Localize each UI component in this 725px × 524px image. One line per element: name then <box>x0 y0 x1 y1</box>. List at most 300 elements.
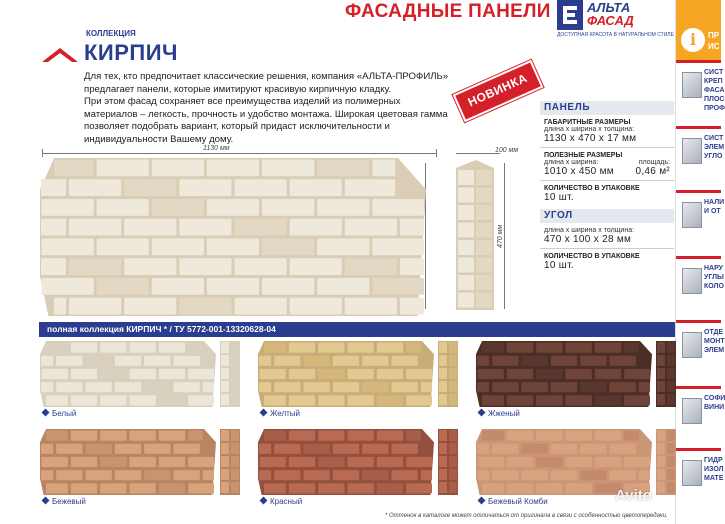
intro-paragraph-1: Для тех, кто предпочитает классические решения, компания «АЛЬТА-ПРОФИЛЬ» предлагает панели, которые имитируют красивую кирпичную кладку. <box>84 71 449 95</box>
brick <box>71 431 97 441</box>
brick <box>174 444 200 454</box>
brick <box>536 369 562 379</box>
sidebar-item-1[interactable] <box>676 62 725 122</box>
swatch-corner-image <box>220 429 240 495</box>
swatch-corner-brick <box>657 355 665 366</box>
brick <box>71 395 97 405</box>
brick <box>42 278 94 295</box>
brick <box>41 382 53 392</box>
brick <box>566 395 592 405</box>
brick <box>492 470 518 480</box>
brick <box>115 470 141 480</box>
brick <box>159 483 185 493</box>
brick <box>100 369 126 379</box>
swatch-corner-brick <box>449 456 457 467</box>
swatch-corner-brick <box>221 469 229 480</box>
brick <box>86 382 112 392</box>
brick <box>566 431 592 441</box>
swatch-corner-brick <box>439 368 447 379</box>
collection-bar-underline <box>39 336 675 337</box>
swatch-corner-brick <box>449 368 457 379</box>
brick <box>97 278 149 295</box>
swatch-corner-brick <box>231 469 239 480</box>
sidebar-item-thumbnail <box>682 138 702 164</box>
brick <box>400 258 424 275</box>
brick <box>159 431 185 441</box>
swatch-corner-brick <box>657 394 665 405</box>
brick <box>259 356 271 366</box>
brick <box>174 470 200 480</box>
brick <box>262 199 314 216</box>
brick <box>377 395 403 405</box>
brick <box>610 356 636 366</box>
brick <box>624 395 650 405</box>
brick <box>551 470 577 480</box>
brick <box>392 382 418 392</box>
sidebar-item-thumbnail <box>682 398 702 424</box>
dim-tick <box>436 149 437 157</box>
swatch-corner-brick <box>439 456 447 467</box>
swatch-corner-image <box>656 341 676 407</box>
brick <box>130 343 156 353</box>
corner-brick <box>476 188 492 203</box>
brick <box>595 343 621 353</box>
brick <box>41 179 66 196</box>
brick <box>536 483 562 493</box>
brick <box>304 470 330 480</box>
brick <box>507 343 533 353</box>
avito-watermark: Avito <box>615 487 652 504</box>
sidebar-item-7[interactable] <box>676 450 724 510</box>
brick <box>130 457 156 467</box>
swatch-corner-brick <box>657 482 665 493</box>
sidebar-item-thumbnail <box>682 72 702 98</box>
swatch-corner-brick <box>667 443 675 454</box>
new-badge-text: НОВИНКА <box>465 70 530 110</box>
brick <box>372 278 424 295</box>
brick <box>482 483 504 493</box>
spec-gab-label: ГАБАРИТНЫЕ РАЗМЕРЫ <box>544 119 631 126</box>
sidebar-divider <box>676 448 721 451</box>
spec-corner-heading: УГОЛ <box>540 209 674 223</box>
swatch-corner-brick <box>657 342 665 353</box>
brick <box>566 483 592 493</box>
swatch-corner-brick <box>231 368 239 379</box>
swatch-name: Желтый <box>270 409 301 418</box>
brick <box>624 431 639 441</box>
corner-brick <box>476 258 492 273</box>
brick <box>522 470 548 480</box>
brick <box>259 444 271 454</box>
brick <box>42 457 68 467</box>
brick <box>262 239 314 256</box>
panel-width-label: 1130 мм <box>203 145 230 152</box>
brick <box>274 382 300 392</box>
swatch-corner-brick <box>449 381 457 392</box>
swatch-corner-brick <box>449 469 457 480</box>
swatch-label <box>260 497 302 506</box>
sidebar-divider <box>676 320 721 323</box>
diamond-bullet-icon <box>260 409 268 417</box>
brick <box>235 219 287 236</box>
brick <box>69 179 121 196</box>
brick <box>304 444 330 454</box>
brick <box>482 343 504 353</box>
brick <box>188 483 214 493</box>
brick <box>69 219 121 236</box>
brick <box>482 395 504 405</box>
brick <box>406 369 432 379</box>
brick <box>566 369 592 379</box>
swatch-corner-brick <box>667 355 675 366</box>
brick <box>478 369 504 379</box>
brick <box>507 457 533 467</box>
brick <box>264 483 286 493</box>
brick <box>54 160 94 177</box>
swatch-label <box>42 497 86 506</box>
corner-brick <box>458 188 474 203</box>
swatch-corner-image <box>220 341 240 407</box>
corner-brick <box>476 205 492 220</box>
brick <box>492 444 518 454</box>
corner-brick <box>458 258 474 273</box>
brick <box>188 457 214 467</box>
brick <box>595 431 621 441</box>
brick <box>345 219 397 236</box>
brick <box>159 395 185 405</box>
brick <box>124 219 176 236</box>
brick <box>179 298 231 315</box>
brick <box>260 457 286 467</box>
corner-brick <box>458 293 474 308</box>
sidebar-divider <box>676 60 721 63</box>
brick <box>392 470 418 480</box>
corner-brick <box>476 240 492 255</box>
logo-tagline: ДОСТУПНАЯ КРАСОТА В НАТУРАЛЬНОМ СТИЛЕ <box>557 32 674 38</box>
brick <box>290 179 342 196</box>
swatch-name: Красный <box>270 497 303 506</box>
brick <box>377 457 403 467</box>
logo-line-2: ФАСАД <box>587 13 634 28</box>
swatch-corner-brick <box>449 443 457 454</box>
sidebar-item-2[interactable] <box>676 128 725 188</box>
swatch-corner-brick <box>667 381 675 392</box>
swatch-corner-brick <box>449 394 457 405</box>
spec-qty-label: КОЛИЧЕСТВО В УПАКОВКЕ <box>544 185 640 192</box>
spec-useful-hint: длина х ширина: <box>544 159 599 166</box>
brick <box>100 483 126 493</box>
brick <box>580 444 606 454</box>
brick <box>317 278 369 295</box>
page-header-title: ФАСАДНЫЕ ПАНЕЛИ <box>345 1 551 22</box>
brick <box>536 457 562 467</box>
brick <box>482 431 504 441</box>
brick <box>71 483 97 493</box>
brick <box>56 470 82 480</box>
corner-brick <box>476 223 492 238</box>
brick <box>536 395 562 405</box>
sidebar-item-thumbnail <box>682 268 702 294</box>
sidebar-divider <box>676 190 721 193</box>
swatch-corner-brick <box>231 342 239 353</box>
swatch-corner-brick <box>667 342 675 353</box>
new-badge <box>453 60 544 122</box>
brick <box>54 298 66 315</box>
spec-useful-label: ПОЛЕЗНЫЕ РАЗМЕРЫ <box>544 152 623 159</box>
brick <box>152 239 204 256</box>
brick <box>152 160 204 177</box>
brick <box>262 278 314 295</box>
swatch-label <box>42 409 76 418</box>
brick <box>624 457 650 467</box>
swatch-corner-brick <box>657 443 665 454</box>
swatch-corner-brick <box>221 430 229 441</box>
brick <box>406 343 421 353</box>
brick <box>477 444 489 454</box>
brick <box>235 298 287 315</box>
brick <box>46 395 68 405</box>
brick <box>144 356 170 366</box>
brick <box>372 160 395 177</box>
swatch-corner-brick <box>231 456 239 467</box>
brick <box>69 258 121 275</box>
sidebar-item-label: СИСТ ЭЛЕМ УГЛО <box>704 135 725 160</box>
brick <box>130 369 156 379</box>
corner-brick <box>458 170 474 185</box>
brick <box>69 298 121 315</box>
brick <box>580 382 606 392</box>
swatch-corner-brick <box>439 355 447 366</box>
swatch-corner-brick <box>657 381 665 392</box>
diamond-bullet-icon <box>478 409 486 417</box>
brick <box>159 369 185 379</box>
brick <box>289 395 315 405</box>
brick <box>333 470 359 480</box>
brick <box>179 258 231 275</box>
brick <box>639 382 650 392</box>
brick <box>207 278 259 295</box>
sidebar-divider <box>676 256 721 259</box>
swatch-corner-brick <box>439 482 447 493</box>
sidebar-item-label: СИСТ КРЕП ФАСА ПЛОС ПРОФ <box>704 69 725 112</box>
swatch-name: Бежевый <box>52 497 86 506</box>
sidebar-item-3[interactable] <box>676 192 725 252</box>
alta-fasad-logo <box>553 0 673 40</box>
brick <box>377 343 403 353</box>
swatch-corner-brick <box>667 368 675 379</box>
spec-gab-value: 1130 х 470 х 17 мм <box>544 133 637 144</box>
corner-element-image <box>452 160 498 310</box>
brick <box>551 382 577 392</box>
brick <box>41 258 66 275</box>
brick <box>115 382 141 392</box>
brick <box>492 356 518 366</box>
brick <box>289 343 315 353</box>
swatch-corner-image <box>438 429 458 495</box>
sidebar-top-text: ПР ИС <box>708 31 720 51</box>
brick <box>46 343 68 353</box>
brick <box>345 258 397 275</box>
brick <box>115 444 141 454</box>
swatch-corner-brick <box>657 456 665 467</box>
brick <box>522 382 548 392</box>
brick <box>345 298 397 315</box>
brick <box>477 382 489 392</box>
brick <box>406 483 432 493</box>
brick <box>348 483 374 493</box>
brick <box>144 444 170 454</box>
brick <box>235 179 287 196</box>
brick <box>86 470 112 480</box>
brick <box>97 160 149 177</box>
sidebar-item-6[interactable] <box>676 388 725 448</box>
logo-line-1: АЛЬТА <box>587 0 631 15</box>
swatch-corner-brick <box>657 469 665 480</box>
swatch-corner-image <box>656 429 676 495</box>
corner-brick <box>476 170 492 185</box>
brick <box>264 395 286 405</box>
brick <box>290 219 342 236</box>
swatch-1 <box>40 341 245 419</box>
brick <box>97 239 149 256</box>
brick <box>259 382 271 392</box>
brick <box>159 343 185 353</box>
brick <box>46 431 68 441</box>
swatch-corner-brick <box>439 430 447 441</box>
brick <box>188 369 214 379</box>
brick <box>348 395 374 405</box>
swatch-3 <box>476 341 681 419</box>
brick <box>595 395 621 405</box>
diamond-bullet-icon <box>260 497 268 505</box>
swatch-corner-brick <box>221 381 229 392</box>
corner-brick <box>458 275 474 290</box>
sidebar-item-label: ОТДЕ МОНТ ЭЛЕМ <box>704 329 725 354</box>
sidebar-item-label: НАЛИ И ОТ <box>704 199 725 215</box>
brick <box>406 431 421 441</box>
brick <box>318 369 344 379</box>
brick <box>289 431 315 441</box>
corner-brick <box>476 275 492 290</box>
info-icon: i <box>681 28 705 52</box>
brick <box>144 470 170 480</box>
brick <box>71 369 97 379</box>
swatch-corner-brick <box>667 394 675 405</box>
right-sidebar <box>675 0 725 524</box>
swatch-corner-brick <box>231 482 239 493</box>
corner-width-label: 100 мм <box>495 147 519 154</box>
brick <box>507 431 533 441</box>
sidebar-item-5[interactable] <box>676 322 725 382</box>
brick <box>56 444 82 454</box>
brick <box>100 457 126 467</box>
brick <box>318 431 344 441</box>
brick <box>377 483 403 493</box>
brick <box>421 470 432 480</box>
brick <box>207 160 259 177</box>
brick <box>115 356 141 366</box>
brick <box>274 444 300 454</box>
brick-panel-image <box>40 158 426 316</box>
swatch-panel-image <box>476 341 652 407</box>
brick <box>100 395 126 405</box>
brick <box>86 444 112 454</box>
logo-mark-icon <box>557 0 583 30</box>
swatch-corner-brick <box>231 394 239 405</box>
footnote: * Оттенок в каталоге может отличаться от оригинала в связи с особенностью цветопередачи. <box>385 513 668 519</box>
brick <box>290 298 342 315</box>
sidebar-item-thumbnail <box>682 202 702 228</box>
brick <box>304 382 330 392</box>
swatch-corner-brick <box>667 482 675 493</box>
brick <box>203 382 214 392</box>
brick <box>144 382 170 392</box>
brick <box>41 356 53 366</box>
swatch-4 <box>40 429 245 507</box>
brick <box>235 258 287 275</box>
brick <box>130 395 156 405</box>
brick <box>318 483 344 493</box>
brick <box>333 382 359 392</box>
swatch-corner-brick <box>221 456 229 467</box>
swatch-corner-brick <box>667 430 675 441</box>
swatch-corner-brick <box>449 482 457 493</box>
sidebar-item-thumbnail <box>682 332 702 358</box>
swatch-5 <box>258 429 463 507</box>
swatch-panel-image <box>40 429 216 495</box>
brick <box>522 356 548 366</box>
brick <box>624 343 639 353</box>
brick <box>478 457 504 467</box>
brick <box>56 382 82 392</box>
brick <box>400 219 424 236</box>
brick <box>42 199 94 216</box>
brick <box>159 457 185 467</box>
brick <box>130 431 156 441</box>
brick <box>42 369 68 379</box>
brick <box>377 431 403 441</box>
brick <box>203 470 214 480</box>
brick <box>264 343 286 353</box>
swatch-panel-image <box>258 429 434 495</box>
brick <box>46 483 68 493</box>
brick <box>348 369 374 379</box>
brick <box>174 356 200 366</box>
intro-text <box>84 71 456 147</box>
brick <box>41 444 53 454</box>
swatch-label <box>478 409 520 418</box>
brick <box>71 343 97 353</box>
sidebar-item-4[interactable] <box>676 258 724 318</box>
collection-label: КОЛЛЕКЦИЯ <box>86 29 136 38</box>
corner-brick <box>458 223 474 238</box>
brick <box>421 382 432 392</box>
swatch-corner-brick <box>221 355 229 366</box>
swatch-label <box>478 497 548 506</box>
brick <box>522 444 548 454</box>
brick <box>179 219 231 236</box>
brick <box>274 356 300 366</box>
brick <box>333 356 359 366</box>
brick <box>318 395 344 405</box>
brick <box>152 199 204 216</box>
brick <box>124 258 176 275</box>
brick <box>207 239 259 256</box>
sidebar-info-header[interactable] <box>676 0 721 60</box>
spec-corner-value: 470 х 100 х 28 мм <box>544 234 632 245</box>
brick <box>100 431 126 441</box>
brick <box>317 160 369 177</box>
